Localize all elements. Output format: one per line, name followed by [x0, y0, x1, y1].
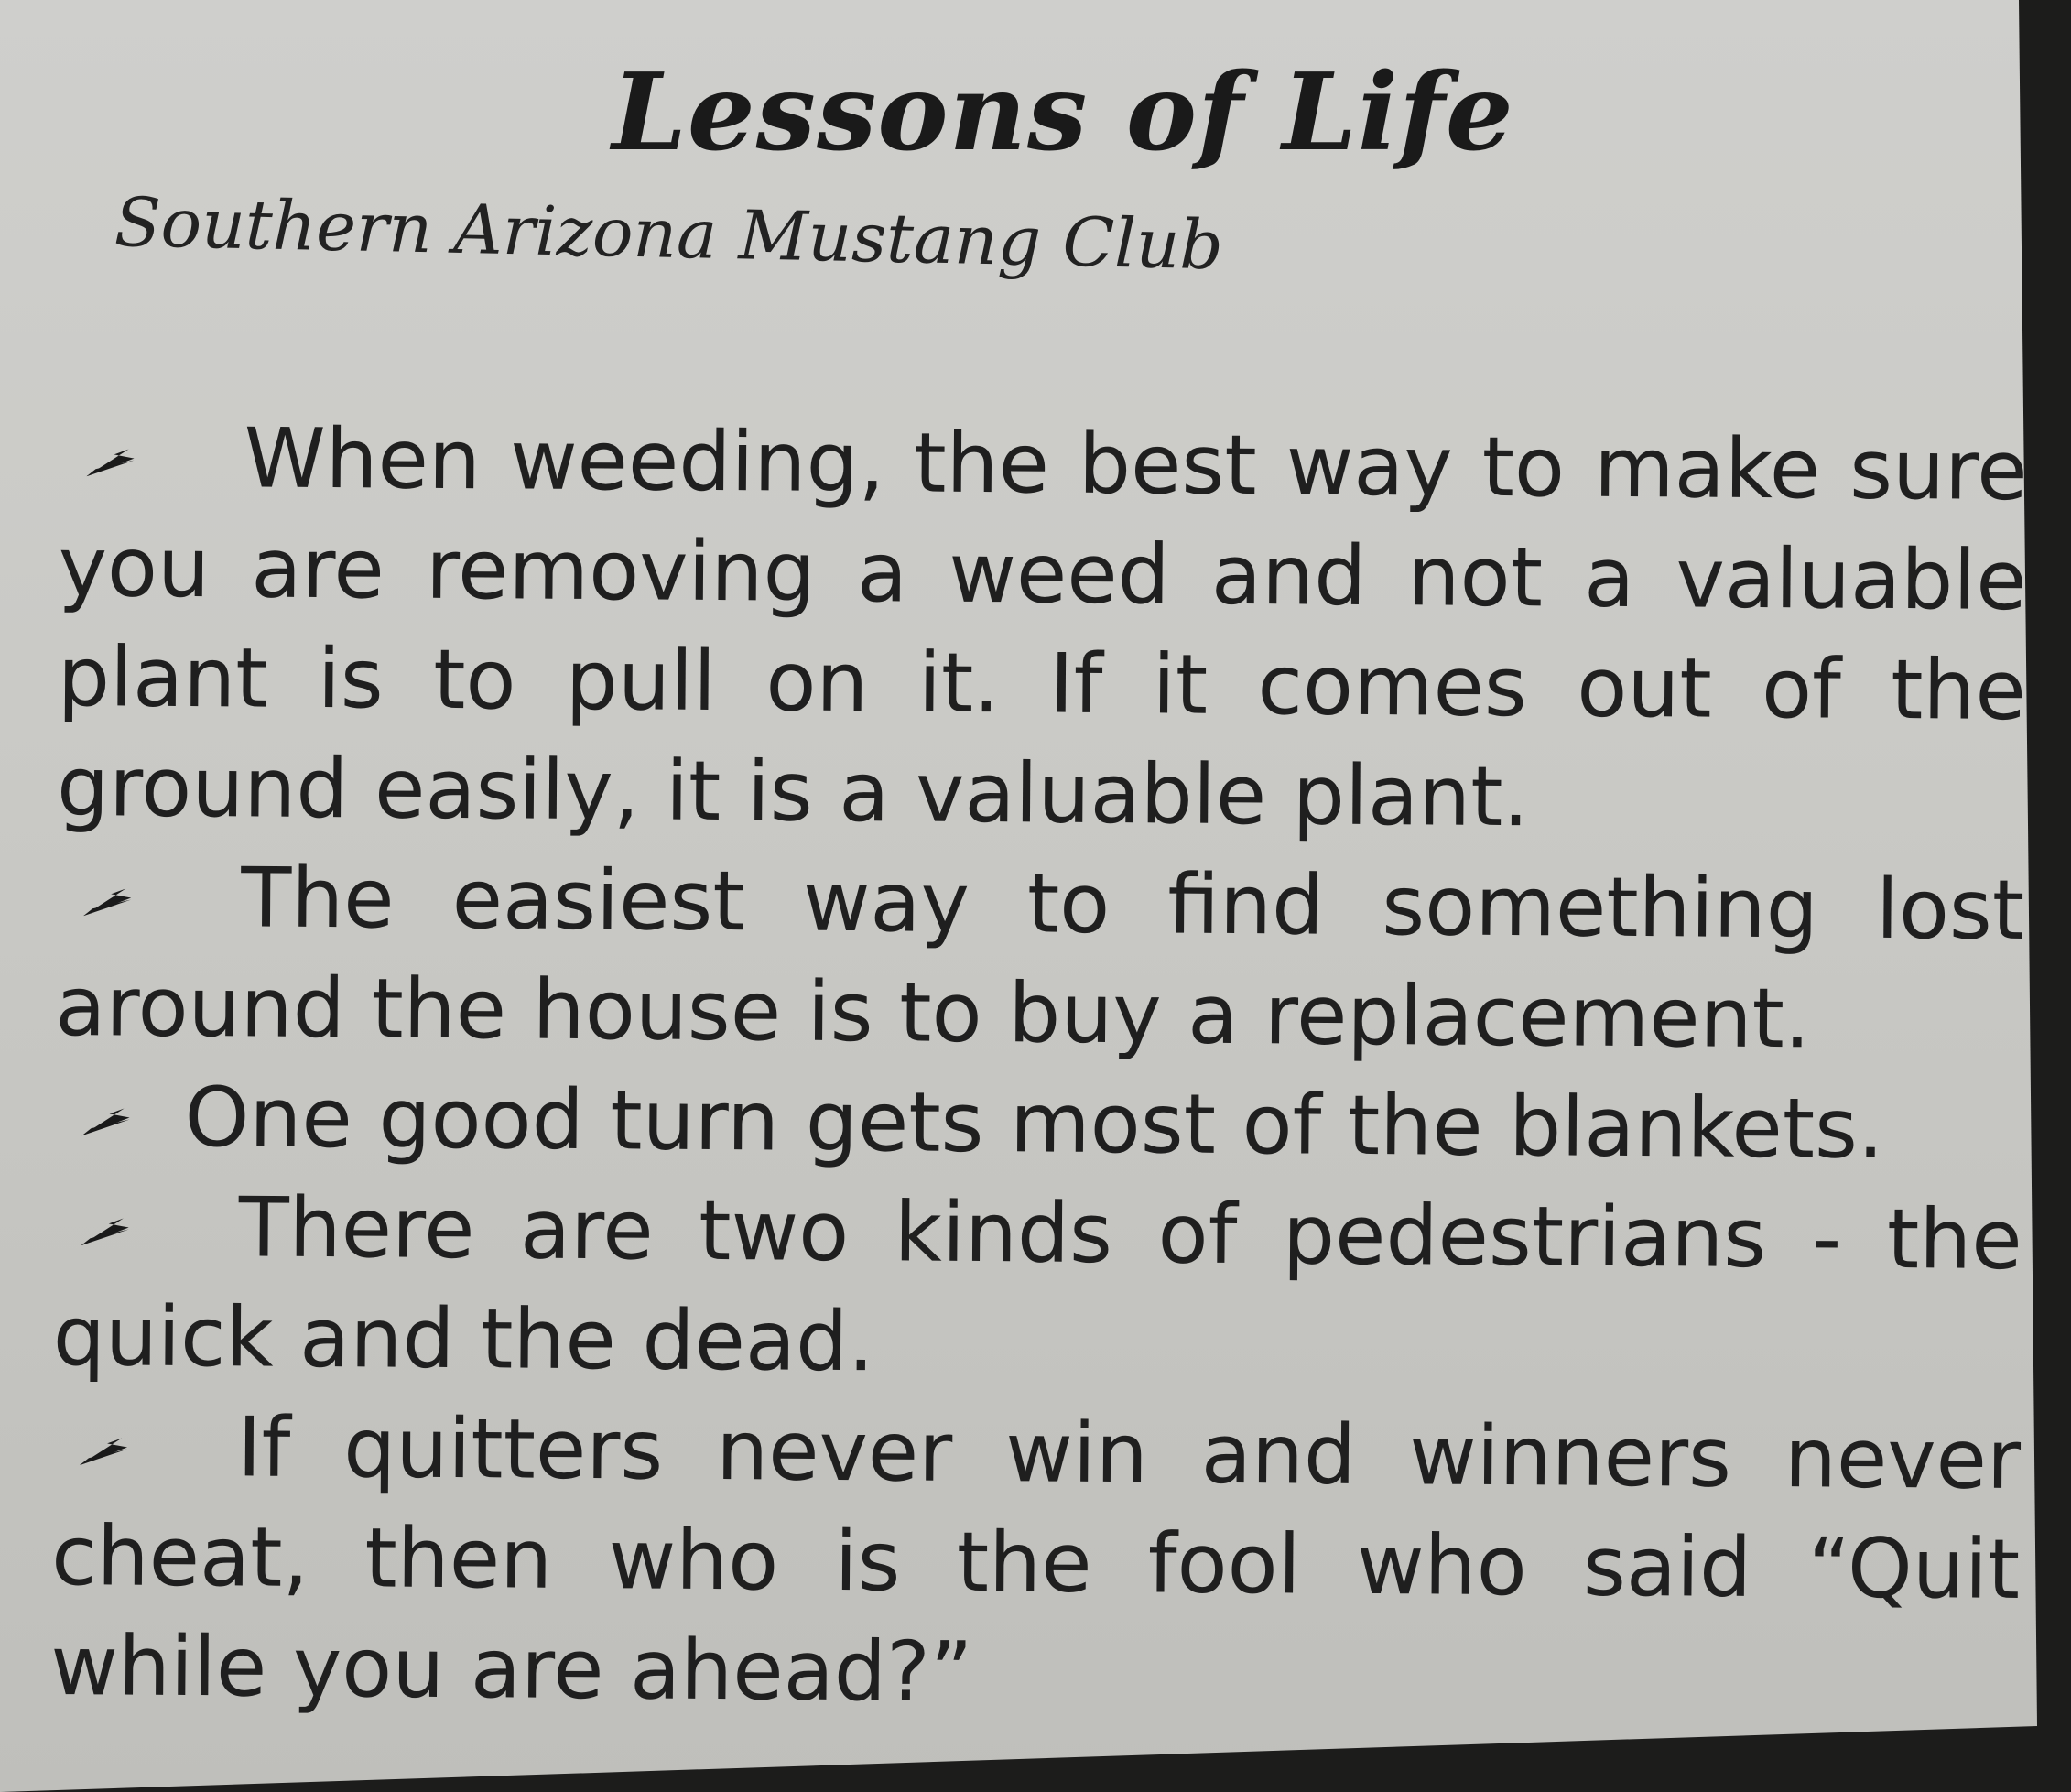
list-item: [55, 842, 2025, 1076]
arrowhead-bullet-icon: [86, 449, 134, 476]
list-item-text: If quitters never win and winners never cheat, then who is the fool who said “Quit while you are ahead?”: [50, 1399, 2022, 1721]
list-item: [50, 1392, 2021, 1735]
list-item-text: One good turn gets most of the blankets.: [184, 1069, 1885, 1178]
page-subtitle: Southern Arizona Mustang Club: [114, 183, 1224, 286]
list-item: [54, 1062, 2023, 1186]
arrowhead-bullet-icon: [80, 1438, 127, 1465]
list-item: [57, 403, 2028, 856]
arrowhead-bullet-icon: [81, 1218, 129, 1245]
list-item-text: The easiest way to find something lost around the house is to buy a replacement.: [55, 850, 2025, 1068]
list-item: [52, 1172, 2022, 1406]
page-title: Lessons of Life: [612, 50, 1514, 175]
list-item-text: There are two kinds of pedestrians - the quick and the dead.: [52, 1179, 2023, 1391]
arrowhead-bullet-icon: [83, 888, 131, 916]
lessons-list: [50, 403, 2028, 1735]
list-item-text: When weeding, the best way to make sure you are removing a weed and not a valuable plant is to pull on it. If it comes out of the ground easily, it is a valuable plant.: [56, 410, 2028, 846]
arrowhead-bullet-icon: [81, 1108, 129, 1135]
